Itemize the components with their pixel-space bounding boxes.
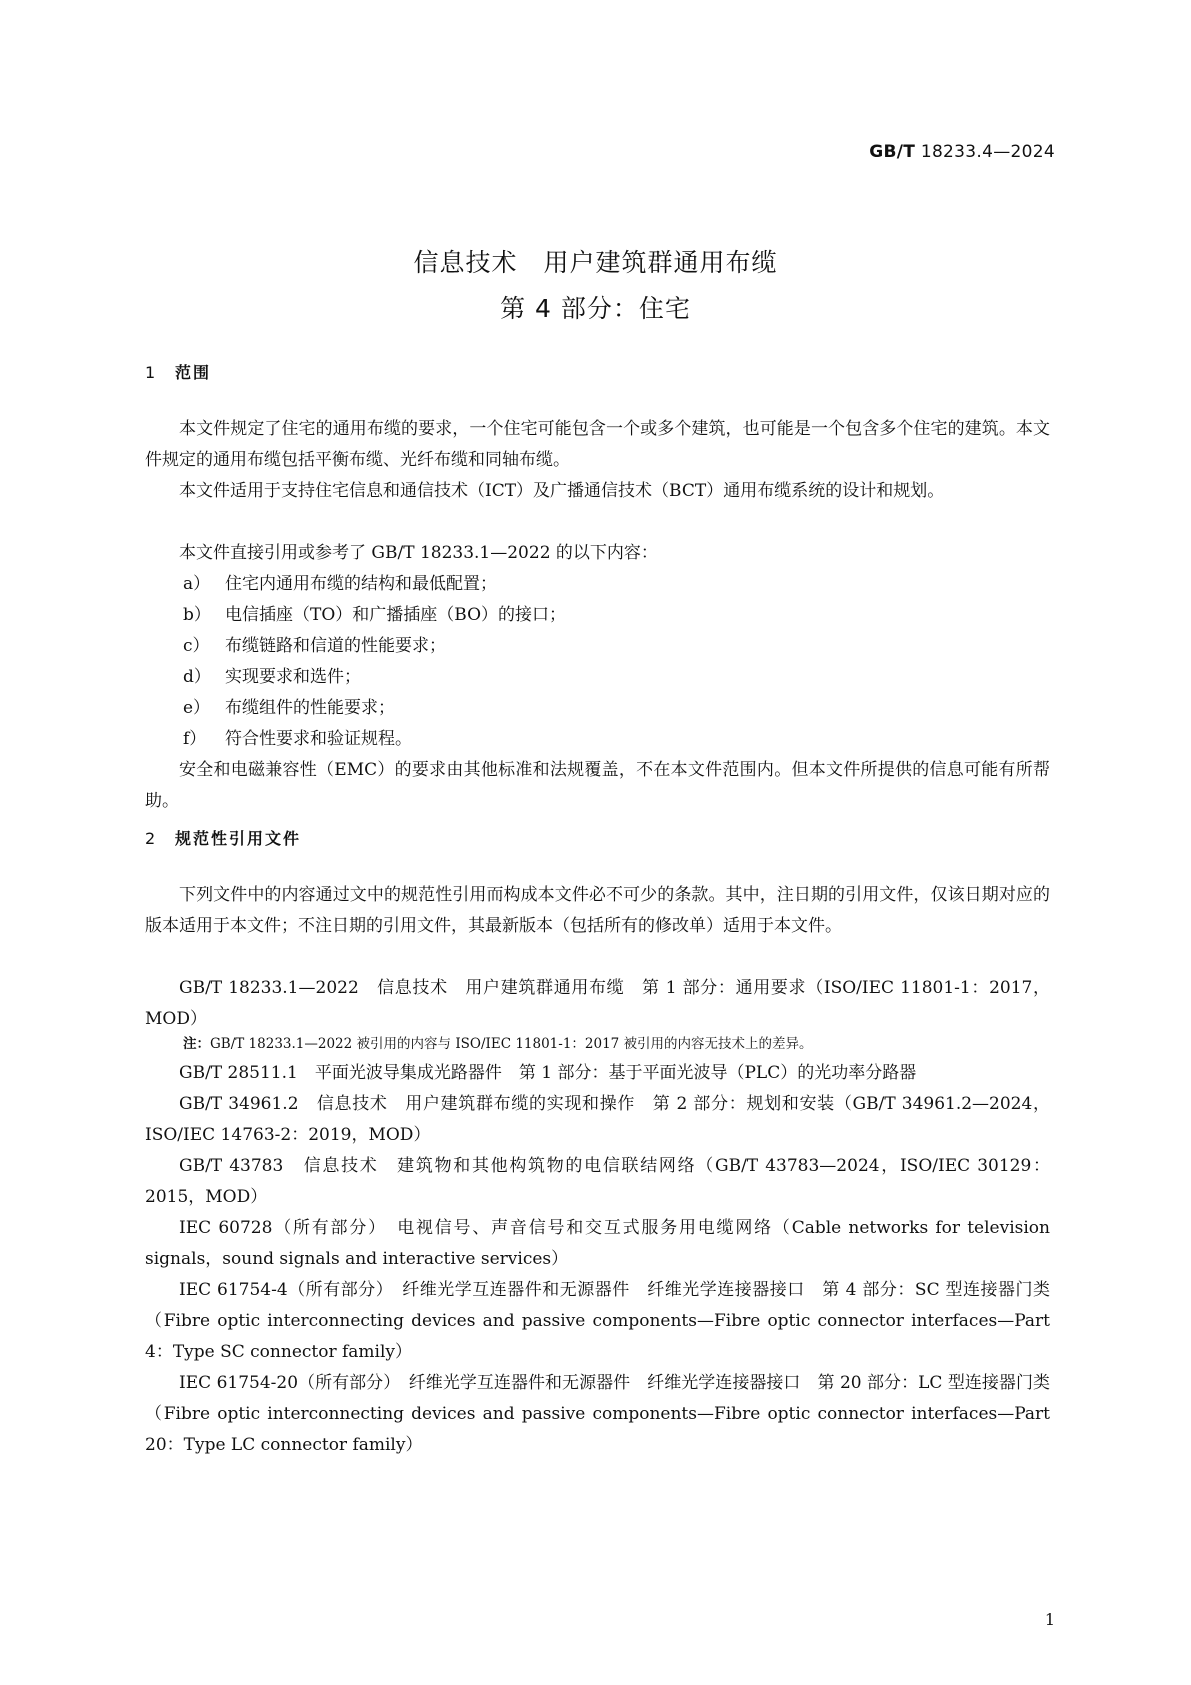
standard-code — [869, 142, 1055, 162]
section-1-paragraph-4: 安全和电磁兼容性（EMC）的要求由其他标准和法规覆盖，不在本文件范围内。但本文件所提供的信息可能有所帮助。 — [145, 760, 1050, 811]
reference-item-7: IEC 61754-20（所有部分） 纤维光学互连器件和无源器件 纤维光学连接器接口 第 20 部分：LC 型连接器门类（Fibre optic interconnecting devices and passive components—Fibre optic connector interfaces—Part 20：Type LC connector family） — [145, 1373, 1050, 1455]
list-item — [183, 631, 446, 662]
section-2-intro: 下列文件中的内容通过文中的规范性引用而构成本文件必不可少的条款。其中，注日期的引用文件，仅该日期对应的版本适用于本文件；不注日期的引用文件，其最新版本（包括所有的修改单）适用于本文件。 — [145, 885, 1050, 936]
note-text: GB/T 18233.1—2022 被引用的内容与 ISO/IEC 11801-1：2017 被引用的内容无技术上的差异。 — [210, 1036, 813, 1052]
standard-code-number: 18233.4—2024 — [920, 142, 1055, 162]
list-item — [183, 662, 361, 693]
section-1-number: 1 — [145, 363, 158, 382]
section-2-heading — [145, 826, 301, 849]
reference-item-2: GB/T 28511.1 平面光波导集成光路器件 第 1 部分：基于平面光波导（PLC）的光功率分路器 — [179, 1063, 917, 1083]
list-item-marker: d） — [183, 667, 211, 687]
section-1-paragraph-1: 本文件规定了住宅的通用布缆的要求，一个住宅可能包含一个或多个建筑，也可能是一个包含多个住宅的建筑。本文件规定的通用布缆包括平衡布缆、光纤布缆和同轴布缆。 — [145, 419, 1050, 470]
section-2-number: 2 — [145, 829, 158, 848]
list-item — [183, 569, 497, 600]
section-1-title: 范围 — [175, 363, 212, 382]
reference-item-6: IEC 61754-4（所有部分） 纤维光学互连器件和无源器件 纤维光学连接器接口 第 4 部分：SC 型连接器门类（Fibre optic interconnecting devices and passive components—Fibre optic connector interfaces—Part 4：Type SC connector family） — [145, 1280, 1050, 1362]
list-item-text: 住宅内通用布缆的结构和最低配置； — [225, 574, 497, 594]
reference-item-1: GB/T 18233.1—2022 信息技术 用户建筑群通用布缆 第 1 部分：通用要求（ISO/IEC 11801-1：2017，MOD） — [145, 978, 1050, 1029]
page-number: 1 — [1044, 1610, 1055, 1629]
section-1-paragraph-3: 本文件直接引用或参考了 GB/T 18233.1—2022 的以下内容： — [179, 543, 658, 563]
reference-note — [183, 1032, 813, 1056]
list-item-marker: b） — [183, 605, 211, 625]
list-item-marker: f） — [183, 729, 207, 749]
list-item-marker: e） — [183, 698, 211, 718]
title-line-1: 信息技术 用户建筑群通用布缆 — [413, 248, 778, 277]
list-item — [183, 724, 412, 755]
standard-code-prefix: GB/T — [869, 142, 916, 162]
list-item-text: 实现要求和选件； — [225, 667, 361, 687]
list-item-text: 布缆组件的性能要求； — [225, 698, 395, 718]
title-line-2: 第 4 部分：住宅 — [500, 294, 691, 323]
reference-item-3: GB/T 34961.2 信息技术 用户建筑群布缆的实现和操作 第 2 部分：规划和安装（GB/T 34961.2—2024，ISO/IEC 14763-2：2019，MOD） — [145, 1094, 1050, 1145]
section-1-heading — [145, 360, 211, 383]
list-item — [183, 693, 395, 724]
list-item — [183, 600, 566, 631]
list-item-text: 符合性要求和验证规程。 — [225, 729, 412, 749]
list-item-text: 布缆链路和信道的性能要求； — [225, 636, 446, 656]
note-label: 注： — [183, 1036, 210, 1052]
reference-item-4: GB/T 43783 信息技术 建筑物和其他构筑物的电信联结网络（GB/T 43783—2024，ISO/IEC 30129：2015，MOD） — [145, 1156, 1050, 1207]
section-1-paragraph-2: 本文件适用于支持住宅信息和通信技术（ICT）及广播通信技术（BCT）通用布缆系统的设计和规划。 — [179, 481, 945, 501]
section-2-title: 规范性引用文件 — [175, 829, 302, 848]
list-item-text: 电信插座（TO）和广播插座（BO）的接口； — [225, 605, 567, 625]
reference-item-5: IEC 60728（所有部分） 电视信号、声音信号和交互式服务用电缆网络（Cable networks for television signals，sound signals and interactive services） — [145, 1218, 1050, 1269]
list-item-marker: c） — [183, 636, 210, 656]
document-title — [0, 240, 1191, 332]
list-item-marker: a） — [183, 574, 211, 594]
